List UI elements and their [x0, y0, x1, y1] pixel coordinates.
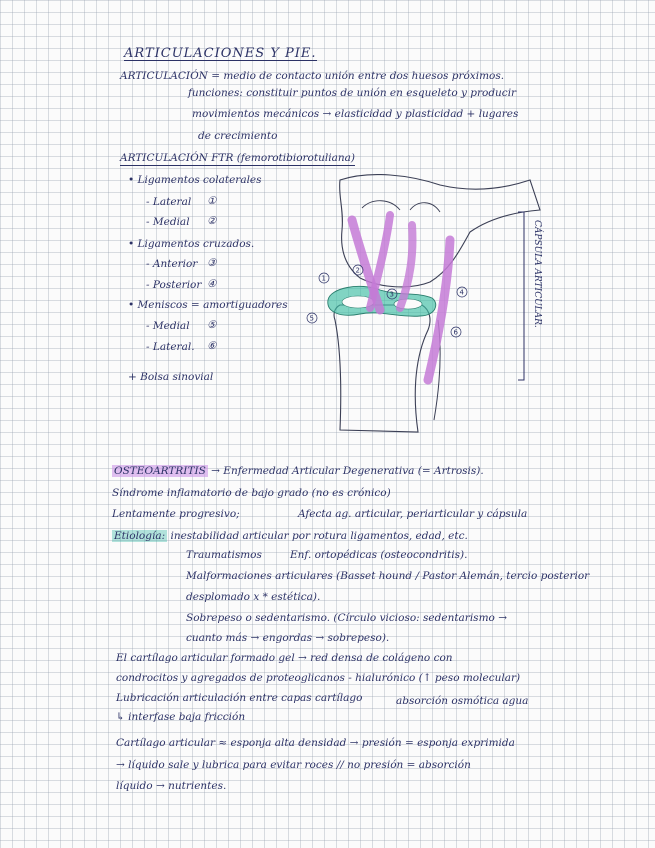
femur-condyle-line — [410, 203, 440, 212]
ftr-item-number: ⑥ — [207, 340, 217, 352]
ftr-item: - Anterior — [146, 258, 198, 270]
ftr-item: - Posterior — [146, 279, 202, 291]
ftr-item: • Ligamentos cruzados. — [128, 238, 255, 250]
ftr-item: - Lateral — [146, 196, 192, 208]
etiologia-line-2a: Traumatismos — [186, 549, 262, 561]
diagram-number: 2 — [355, 266, 360, 275]
etiologia-line-1 — [112, 530, 468, 543]
osteoartritis-line-3b: Afecta ag. articular, periarticular y cápsula — [298, 508, 528, 520]
definicion-line-1: ARTICULACIÓN = medio de contacto unión entre dos huesos próximos. — [120, 70, 505, 82]
ftr-item-number: ⑤ — [207, 319, 217, 331]
etiologia-text-1: inestabilidad articular por rotura ligamentos, edad, etc. — [170, 530, 468, 542]
osteoartritis-line-1 — [112, 465, 484, 478]
diagram-number: 5 — [309, 314, 314, 323]
ftr-item-number: ④ — [207, 278, 217, 290]
etiologia-line-4: desplomado x * estética). — [186, 591, 321, 603]
cartilago-line-5: Cartílago articular ≈ esponja alta densidad → presión = esponja exprimida — [116, 737, 515, 749]
cartilago-line-3b: absorción osmótica agua — [396, 695, 529, 707]
definicion-line-2: funciones: constituir puntos de unión en esqueleto y producir — [188, 87, 517, 99]
ftr-item: - Medial — [146, 216, 190, 228]
ftr-item-number: ① — [207, 195, 217, 207]
etiologia-line-6: cuanto más → engordas → sobrepeso). — [186, 632, 390, 644]
diagram-number: 6 — [453, 328, 458, 337]
osteoartritis-label: OSTEOARTRITIS — [114, 465, 206, 477]
etiologia-line-2b: Enf. ortopédicas (osteocondritis). — [290, 549, 468, 561]
cartilago-line-1: El cartílago articular formado gel → red densa de colágeno con — [116, 652, 453, 664]
ftr-item: - Medial — [146, 320, 190, 332]
femur-condyle-line — [362, 201, 400, 210]
ftr-item: • Ligamentos colaterales — [128, 174, 262, 186]
etiologia-line-3: Malformaciones articulares (Basset hound / Pastor Alemán, tercio posterior — [186, 570, 590, 582]
cartilago-line-2: condrocitos y agregados de proteoglicanos - hialurónico (↑ peso molecular) — [116, 672, 521, 684]
definicion-line-4: de crecimiento — [198, 130, 278, 142]
cartilago-line-3a: Lubricación articulación entre capas cartílago — [116, 692, 363, 704]
tibia-outline — [334, 305, 430, 432]
osteoartritis-line-3a: Lentamente progresivo; — [112, 508, 240, 520]
definicion-line-3: movimientos mecánicos → elasticidad y plasticidad + lugares — [192, 108, 519, 120]
ftr-item: - Lateral. — [146, 341, 195, 353]
cartilago-line-4: ↳ interfase baja fricción — [116, 711, 246, 723]
ftr-item: • Meniscos = amortiguadores — [128, 299, 288, 311]
diagram-number: 1 — [321, 274, 326, 283]
diagram-number: 3 — [389, 290, 394, 299]
osteoartritis-line-2: Síndrome inflamatorio de bajo grado (no es crónico) — [112, 487, 391, 499]
ftr-heading: ARTICULACIÓN FTR (femorotibiorotuliana) — [120, 152, 355, 164]
cartilago-line-7: líquido → nutrientes. — [116, 780, 227, 792]
knee-joint-diagram — [300, 170, 550, 460]
etiologia-label: Etiología: — [114, 530, 166, 542]
ftr-item-number: ③ — [207, 257, 217, 269]
cartilago-line-6: → líquido sale y lubrica para evitar roces // no presión = absorción — [116, 759, 471, 771]
osteoartritis-definition: → Enfermedad Articular Degenerativa (= Artrosis). — [211, 465, 484, 477]
capsula-bracket — [518, 212, 524, 380]
bolsa-sinovial: + Bolsa sinovial — [128, 371, 214, 383]
page-title: ARTICULACIONES Y PIE. — [124, 46, 317, 61]
capsula-articular-label: CÁPSULA ARTICULAR. — [532, 220, 542, 328]
diagram-number: 4 — [459, 288, 464, 297]
etiologia-line-5: Sobrepeso o sedentarismo. (Círculo vicioso: sedentarismo → — [186, 612, 507, 624]
ftr-item-number: ② — [207, 215, 217, 227]
